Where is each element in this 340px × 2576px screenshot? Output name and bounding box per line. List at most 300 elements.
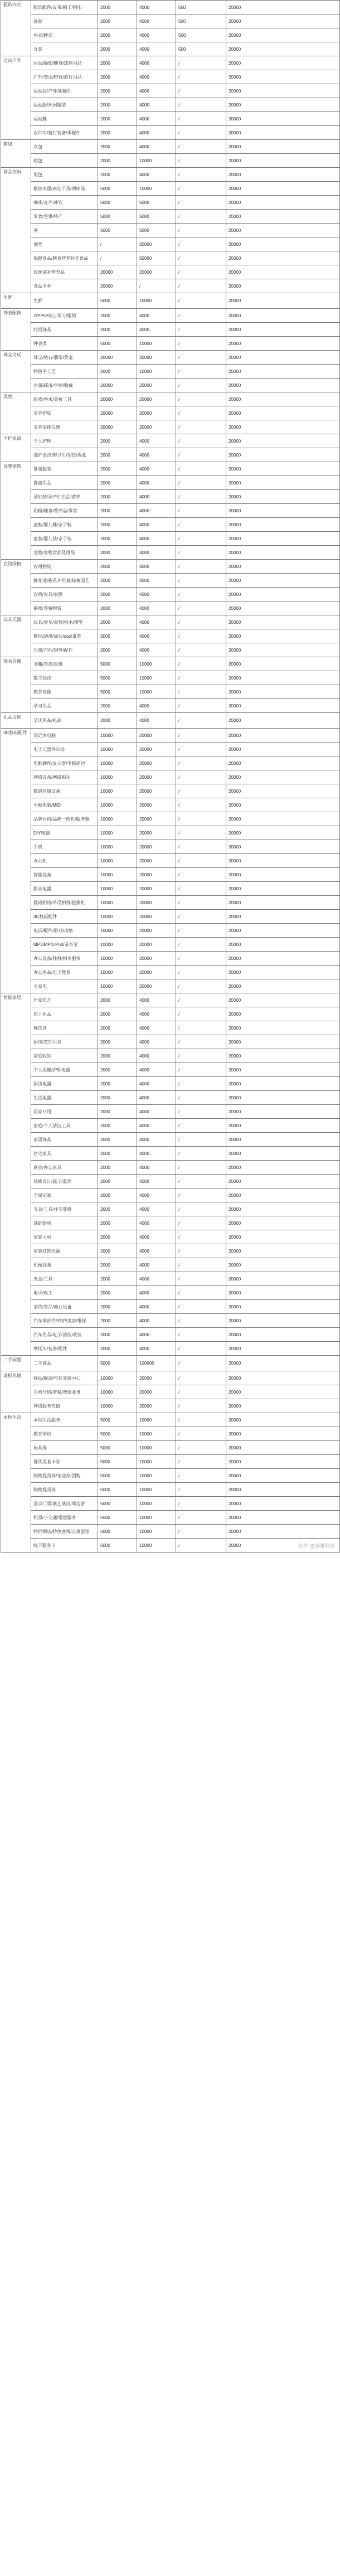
deposit-c-cell: / <box>176 1133 226 1147</box>
table-row <box>1 1161 340 1175</box>
subcategory-cell: 家居饰品 <box>31 1133 98 1147</box>
table-row <box>1 42 340 56</box>
deposit-c-cell: / <box>176 1035 226 1049</box>
deposit-b-cell: 10000 <box>137 1497 176 1511</box>
subcategory-cell: 玩具券 <box>31 1441 98 1455</box>
deposit-a-cell: 2000 <box>98 448 137 462</box>
deposit-c-cell: / <box>176 1161 226 1175</box>
subcategory-cell: 个人护理 <box>31 434 98 448</box>
deposit-a-cell: 2000 <box>98 98 137 112</box>
deposit-a-cell: 10000 <box>98 924 137 938</box>
deposit-b-cell: 20000 <box>137 966 176 979</box>
deposit-a-cell: 5000 <box>98 1469 137 1483</box>
deposit-a-cell: 10000 <box>98 798 137 812</box>
deposit-c-cell: / <box>176 615 226 629</box>
deposit-d-cell: 20000 <box>226 993 340 1007</box>
deposit-b-cell: 4000 <box>137 1216 176 1230</box>
category-cell: 运动户外 <box>1 56 31 140</box>
table-row <box>1 1356 340 1371</box>
deposit-a-cell: 2000 <box>98 126 137 140</box>
deposit-c-cell: / <box>176 643 226 657</box>
deposit-b-cell: 10000 <box>137 154 176 168</box>
deposit-d-cell: 20000 <box>226 112 340 126</box>
deposit-b-cell: 20000 <box>137 938 176 952</box>
deposit-b-cell: 5000 <box>137 196 176 210</box>
deposit-a-cell: 2000 <box>98 1 137 14</box>
deposit-a-cell: 2000 <box>98 1286 137 1300</box>
deposit-a-cell: 5000 <box>98 1497 137 1511</box>
table-row <box>1 770 340 784</box>
deposit-b-cell: 4000 <box>137 1175 176 1188</box>
table-row <box>1 237 340 251</box>
subcategory-cell: 居家布艺 <box>31 993 98 1007</box>
table-row <box>1 351 340 365</box>
deposit-a-cell: 2000 <box>98 1091 137 1105</box>
deposit-a-cell: 20000 <box>98 420 137 434</box>
deposit-b-cell: 4000 <box>137 70 176 84</box>
table-row <box>1 685 340 699</box>
deposit-d-cell: 20000 <box>226 1119 340 1133</box>
deposit-a-cell: 2000 <box>98 140 137 154</box>
deposit-c-cell: / <box>176 518 226 532</box>
subcategory-cell: 运动包/户外包/配件 <box>31 84 98 98</box>
category-cell: 虚拟充值 <box>1 1371 31 1413</box>
deposit-d-cell: 20000 <box>226 1328 340 1342</box>
deposit-c-cell: / <box>176 112 226 126</box>
table-row <box>1 14 340 28</box>
deposit-d-cell: 20000 <box>226 966 340 979</box>
deposit-b-cell: 20000 <box>137 840 176 854</box>
deposit-d-cell: 20000 <box>226 154 340 168</box>
deposit-a-cell: 2000 <box>98 713 137 729</box>
deposit-d-cell: 20000 <box>226 1216 340 1230</box>
deposit-c-cell: / <box>176 1371 226 1385</box>
deposit-a-cell: 5000 <box>98 1356 137 1371</box>
subcategory-cell: 厨房/烹饪用具 <box>31 1035 98 1049</box>
category-deposit-table <box>1 0 340 1553</box>
deposit-b-cell: 4000 <box>137 1091 176 1105</box>
table-row <box>1 952 340 966</box>
deposit-c-cell: / <box>176 265 226 279</box>
deposit-d-cell: 20000 <box>226 365 340 379</box>
table-row <box>1 1147 340 1161</box>
deposit-a-cell: 2000 <box>98 643 137 657</box>
subcategory-cell: 电脑硬件/显示器/电脑周边 <box>31 756 98 770</box>
subcategory-cell: 教育培训 <box>31 1427 98 1441</box>
deposit-a-cell: 10000 <box>98 882 137 896</box>
deposit-c-cell: / <box>176 1077 226 1091</box>
table-row <box>1 1385 340 1399</box>
deposit-a-cell: 10000 <box>98 938 137 952</box>
deposit-d-cell: 20000 <box>226 1399 340 1413</box>
table-row <box>1 979 340 993</box>
deposit-a-cell: 2000 <box>98 476 137 490</box>
deposit-d-cell: 20000 <box>226 251 340 265</box>
table-row <box>1 196 340 210</box>
deposit-b-cell: 4000 <box>137 1258 176 1272</box>
deposit-c-cell: / <box>176 812 226 826</box>
deposit-c-cell: / <box>176 224 226 237</box>
deposit-b-cell: 4000 <box>137 1147 176 1161</box>
deposit-a-cell: 10000 <box>98 1371 137 1385</box>
deposit-b-cell: 4000 <box>137 546 176 560</box>
deposit-c-cell: / <box>176 504 226 518</box>
deposit-c-cell: / <box>176 532 226 546</box>
deposit-b-cell: 4000 <box>137 1049 176 1063</box>
deposit-b-cell: 10000 <box>137 337 176 351</box>
deposit-d-cell: 20000 <box>226 126 340 140</box>
deposit-b-cell: 20000 <box>137 826 176 840</box>
deposit-c-cell: / <box>176 588 226 601</box>
category-cell: 珠宝文玩 <box>1 351 31 392</box>
table-row <box>1 224 340 237</box>
deposit-c-cell: / <box>176 1049 226 1063</box>
deposit-b-cell: 20000 <box>137 756 176 770</box>
table-row <box>1 743 340 756</box>
deposit-d-cell: 20000 <box>226 729 340 743</box>
table-row <box>1 140 340 154</box>
deposit-d-cell: 20000 <box>226 406 340 420</box>
deposit-d-cell: 20000 <box>226 265 340 279</box>
table-row <box>1 28 340 42</box>
deposit-c-cell: / <box>176 993 226 1007</box>
table-row <box>1 601 340 615</box>
subcategory-cell: 畜牧/养殖物资 <box>31 601 98 615</box>
deposit-c-cell: / <box>176 1483 226 1497</box>
subcategory-cell: 智能设备 <box>31 868 98 882</box>
subcategory-cell: 平板电脑/MID <box>31 798 98 812</box>
deposit-c-cell: / <box>176 365 226 379</box>
table-row <box>1 392 340 406</box>
deposit-c-cell: / <box>176 1314 226 1328</box>
deposit-a-cell: 2000 <box>98 84 137 98</box>
deposit-a-cell: 2000 <box>98 1258 137 1272</box>
table-row <box>1 1007 340 1021</box>
deposit-b-cell: 20000 <box>137 379 176 392</box>
table-row <box>1 812 340 826</box>
table-row <box>1 98 340 112</box>
category-cell: 个护家清 <box>1 434 31 462</box>
table-row <box>1 1441 340 1455</box>
deposit-b-cell: 20000 <box>137 979 176 993</box>
deposit-a-cell: 2000 <box>98 615 137 629</box>
table-row <box>1 756 340 770</box>
deposit-d-cell: 20000 <box>226 713 340 729</box>
deposit-b-cell: 4000 <box>137 1105 176 1119</box>
deposit-d-cell: 20000 <box>226 1300 340 1314</box>
deposit-c-cell: / <box>176 826 226 840</box>
deposit-a-cell: 5000 <box>98 337 137 351</box>
table-body <box>1 1 340 1553</box>
subcategory-cell: 节庆用品/礼品 <box>31 713 98 729</box>
deposit-d-cell: 20000 <box>226 743 340 756</box>
deposit-d-cell: 20000 <box>226 14 340 28</box>
subcategory-cell: 钟表类 <box>31 337 98 351</box>
deposit-a-cell: 2000 <box>98 14 137 28</box>
table-row <box>1 518 340 532</box>
deposit-d-cell: 20000 <box>226 1021 340 1035</box>
deposit-d-cell: 20000 <box>226 854 340 868</box>
deposit-d-cell: 20000 <box>226 685 340 699</box>
table-row <box>1 1188 340 1202</box>
subcategory-cell: 自行车/骑行装备/零配件 <box>31 126 98 140</box>
deposit-d-cell: 20000 <box>226 434 340 448</box>
deposit-c-cell: / <box>176 770 226 784</box>
deposit-b-cell: 10000 <box>137 671 176 685</box>
subcategory-cell: 女装 <box>31 42 98 56</box>
deposit-b-cell: 5000 <box>137 210 176 224</box>
table-row <box>1 1511 340 1525</box>
subcategory-cell: 家庭/个人清洁工具 <box>31 1119 98 1133</box>
table-row <box>1 993 340 1007</box>
table-row <box>1 1258 340 1272</box>
deposit-d-cell: 20000 <box>226 1063 340 1077</box>
deposit-a-cell: 10000 <box>98 952 137 966</box>
deposit-b-cell: 10000 <box>137 1483 176 1497</box>
table-row <box>1 293 340 309</box>
deposit-a-cell: 2000 <box>98 1119 137 1133</box>
deposit-d-cell: 20000 <box>226 1483 340 1497</box>
subcategory-cell: 个人保健/护理电器 <box>31 1063 98 1077</box>
deposit-b-cell: 4000 <box>137 309 176 323</box>
deposit-d-cell: 20000 <box>226 168 340 182</box>
deposit-a-cell: 2000 <box>98 1328 137 1342</box>
deposit-b-cell: 10000 <box>137 365 176 379</box>
deposit-a-cell: 2000 <box>98 560 137 574</box>
deposit-c-cell: / <box>176 743 226 756</box>
table-row <box>1 868 340 882</box>
deposit-a-cell: 2000 <box>98 1300 137 1314</box>
table-row <box>1 657 340 671</box>
deposit-c-cell: / <box>176 952 226 966</box>
table-row <box>1 1342 340 1356</box>
deposit-d-cell: 20000 <box>226 337 340 351</box>
deposit-b-cell: 4000 <box>137 462 176 476</box>
subcategory-cell: 移动/联通/电信充值中心 <box>31 1371 98 1385</box>
deposit-b-cell: 4000 <box>137 699 176 713</box>
subcategory-cell: 教育音像 <box>31 685 98 699</box>
deposit-b-cell: 4000 <box>137 14 176 28</box>
deposit-c-cell: / <box>176 168 226 182</box>
deposit-c-cell: / <box>176 448 226 462</box>
deposit-a-cell: 2000 <box>98 629 137 643</box>
subcategory-cell: 农用物资 <box>31 560 98 574</box>
category-cell: 母婴宠物 <box>1 462 31 560</box>
deposit-b-cell: 4000 <box>137 615 176 629</box>
subcategory-cell: 古董/邮币/字画/收藏 <box>31 379 98 392</box>
deposit-c-cell: / <box>176 379 226 392</box>
table-row <box>1 1133 340 1147</box>
deposit-b-cell: 20000 <box>137 420 176 434</box>
deposit-d-cell: 20000 <box>226 657 340 671</box>
deposit-b-cell: 100000 <box>137 1356 176 1371</box>
deposit-c-cell: / <box>176 98 226 112</box>
deposit-b-cell: 4000 <box>137 1230 176 1244</box>
table-row <box>1 546 340 560</box>
deposit-a-cell: 20000 <box>98 379 137 392</box>
subcategory-cell: 机票/小交通/增值服务 <box>31 1511 98 1525</box>
deposit-a-cell: 10000 <box>98 979 137 993</box>
subcategory-cell: 粮油米面/南北干货/调味品 <box>31 182 98 196</box>
deposit-d-cell: 20000 <box>226 756 340 770</box>
deposit-b-cell: 20000 <box>137 882 176 896</box>
deposit-b-cell: 20000 <box>137 406 176 420</box>
subcategory-cell: 家装灯饰光源 <box>31 1244 98 1258</box>
deposit-b-cell: / <box>137 279 176 293</box>
deposit-c-cell: / <box>176 1216 226 1230</box>
subcategory-cell: 二手商品 <box>31 1356 98 1371</box>
deposit-b-cell: 4000 <box>137 434 176 448</box>
table-row <box>1 729 340 743</box>
subcategory-cell: 乐器/吉他/钢琴/配件 <box>31 643 98 657</box>
subcategory-cell: 鲜花速递/花卉仿真/绿植园艺 <box>31 574 98 588</box>
deposit-c-cell: / <box>176 1105 226 1119</box>
table-row <box>1 1035 340 1049</box>
subcategory-cell: 床上用品 <box>31 1007 98 1021</box>
deposit-c-cell: / <box>176 309 226 323</box>
table-row <box>1 70 340 84</box>
subcategory-cell: 机械设备 <box>31 1258 98 1272</box>
deposit-b-cell: 10000 <box>137 1441 176 1455</box>
deposit-a-cell: 10000 <box>98 910 137 924</box>
deposit-a-cell: 10000 <box>98 1399 137 1413</box>
subcategory-cell: 模玩/动漫/周边/cos/桌游 <box>31 629 98 643</box>
deposit-b-cell: 4000 <box>137 168 176 182</box>
deposit-c-cell: / <box>176 546 226 560</box>
subcategory-cell: 婴童用品 <box>31 476 98 490</box>
deposit-d-cell: 20000 <box>226 910 340 924</box>
deposit-b-cell: 10000 <box>137 1413 176 1427</box>
deposit-a-cell: 2000 <box>98 1049 137 1063</box>
deposit-b-cell: 10000 <box>137 1469 176 1483</box>
subcategory-cell: 汽车零部件/养护/美容/维保 <box>31 1314 98 1328</box>
deposit-d-cell: 20000 <box>226 476 340 490</box>
subcategory-cell: 基础建材 <box>31 1216 98 1230</box>
table-row <box>1 713 340 729</box>
deposit-d-cell: 20000 <box>226 420 340 434</box>
deposit-a-cell: 20000 <box>98 265 137 279</box>
deposit-c-cell: / <box>176 1385 226 1399</box>
table-row <box>1 112 340 126</box>
subcategory-cell: 本地生活服务 <box>31 1413 98 1427</box>
deposit-b-cell: 4000 <box>137 476 176 490</box>
deposit-b-cell: 4000 <box>137 1133 176 1147</box>
deposit-b-cell: 20000 <box>137 952 176 966</box>
subcategory-cell: 线下服务卡 <box>31 1539 98 1553</box>
deposit-b-cell: 20000 <box>137 854 176 868</box>
deposit-b-cell: 4000 <box>137 448 176 462</box>
table-row <box>1 448 340 462</box>
deposit-d-cell: 20000 <box>226 224 340 237</box>
deposit-d-cell: 20000 <box>226 1049 340 1063</box>
deposit-d-cell: 20000 <box>226 643 340 657</box>
deposit-d-cell: 20000 <box>226 1441 340 1455</box>
deposit-d-cell: 20000 <box>226 924 340 938</box>
table-row <box>1 1497 340 1511</box>
deposit-d-cell: 20000 <box>226 182 340 196</box>
deposit-c-cell: / <box>176 392 226 406</box>
table-row <box>1 1455 340 1469</box>
deposit-b-cell: 20000 <box>137 351 176 365</box>
deposit-c-cell: 500 <box>176 28 226 42</box>
subcategory-cell: DIY电脑 <box>31 826 98 840</box>
deposit-b-cell: 20000 <box>137 798 176 812</box>
deposit-d-cell: 20000 <box>226 1342 340 1356</box>
deposit-d-cell: 20000 <box>226 1161 340 1175</box>
deposit-c-cell: / <box>176 685 226 699</box>
table-row <box>1 1119 340 1133</box>
subcategory-cell: 美容护肤 <box>31 406 98 420</box>
deposit-d-cell: 20000 <box>226 1105 340 1119</box>
subcategory-cell: 网络服务充值 <box>31 1399 98 1413</box>
deposit-b-cell: 4000 <box>137 56 176 70</box>
deposit-b-cell: 4000 <box>137 601 176 615</box>
deposit-c-cell: / <box>176 560 226 574</box>
deposit-b-cell: 4000 <box>137 560 176 574</box>
deposit-a-cell: 2000 <box>98 1175 137 1188</box>
deposit-d-cell: 20000 <box>226 1258 340 1272</box>
deposit-d-cell: 20000 <box>226 462 340 476</box>
table-row <box>1 251 340 265</box>
deposit-b-cell: 4000 <box>137 993 176 1007</box>
deposit-c-cell: / <box>176 868 226 882</box>
deposit-b-cell: 20000 <box>137 1371 176 1385</box>
deposit-d-cell: 20000 <box>226 896 340 910</box>
subcategory-cell: 住宅家具 <box>31 1147 98 1161</box>
deposit-b-cell: 4000 <box>137 1328 176 1342</box>
deposit-b-cell: 20000 <box>137 729 176 743</box>
table-row <box>1 615 340 629</box>
table-row <box>1 854 340 868</box>
deposit-b-cell: 4000 <box>137 643 176 657</box>
table-row <box>1 588 340 601</box>
deposit-d-cell: 20000 <box>226 1188 340 1202</box>
deposit-a-cell: 2000 <box>98 504 137 518</box>
deposit-c-cell: / <box>176 1272 226 1286</box>
deposit-a-cell: 10000 <box>98 966 137 979</box>
table-row <box>1 1105 340 1119</box>
subcategory-cell: 茶 <box>31 224 98 237</box>
deposit-a-cell: / <box>98 251 137 265</box>
deposit-b-cell: 4000 <box>137 1342 176 1356</box>
deposit-c-cell: / <box>176 671 226 685</box>
table-row <box>1 1539 340 1553</box>
category-cell: 生鲜 <box>1 293 31 309</box>
subcategory-cell: 五金/工具 <box>31 1272 98 1286</box>
subcategory-cell: 景点门票/演艺演出/周边游 <box>31 1497 98 1511</box>
deposit-a-cell: 2000 <box>98 993 137 1007</box>
subcategory-cell: 宠物/宠物食品及用品 <box>31 546 98 560</box>
deposit-a-cell: 10000 <box>98 826 137 840</box>
deposit-d-cell: 20000 <box>226 210 340 224</box>
subcategory-cell: 彩妆/香水/美妆工具 <box>31 392 98 406</box>
table-row <box>1 365 340 379</box>
deposit-b-cell: 5000 <box>137 224 176 237</box>
subcategory-cell: 零食/坚果/特产 <box>31 210 98 224</box>
deposit-a-cell: 2000 <box>98 1230 137 1244</box>
deposit-a-cell: 2000 <box>98 42 137 56</box>
deposit-a-cell: 2000 <box>98 56 137 70</box>
deposit-a-cell: 10000 <box>98 756 137 770</box>
category-cell: 玩具乐器 <box>1 615 31 657</box>
deposit-c-cell: / <box>176 490 226 504</box>
subcategory-cell: MP3/MP4/iPod/录音笔 <box>31 938 98 952</box>
subcategory-cell: 汽车用品/电子/清洗/改装 <box>31 1328 98 1342</box>
deposit-c-cell: 500 <box>176 14 226 28</box>
deposit-d-cell: 20000 <box>226 1133 340 1147</box>
deposit-c-cell: / <box>176 699 226 713</box>
subcategory-cell: 奶粉/辅食/营养品/零食 <box>31 504 98 518</box>
